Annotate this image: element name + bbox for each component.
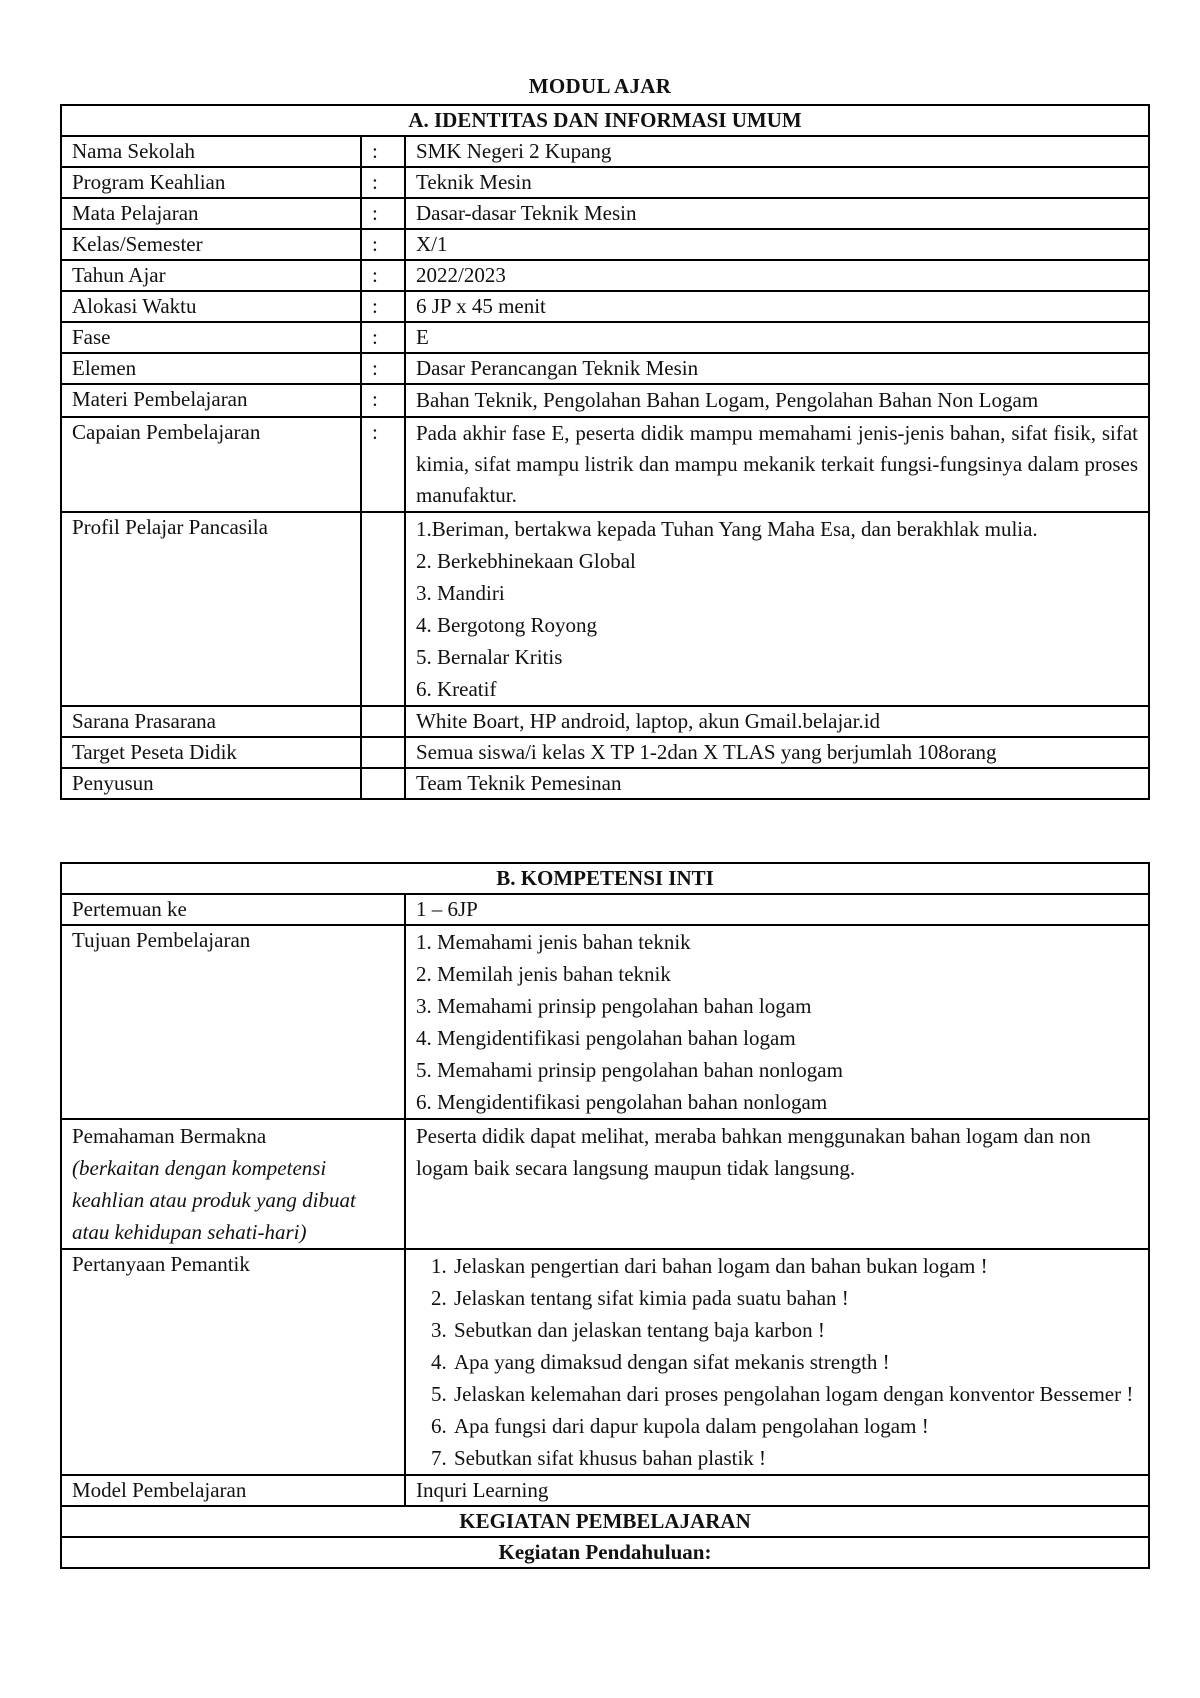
document-title: MODUL AJAR [528,74,672,98]
row-value: Team Teknik Pemesinan [405,768,1149,799]
row-colon: : [361,291,405,322]
row-value: Bahan Teknik, Pengolahan Bahan Logam, Pengolahan Bahan Non Logam [405,384,1149,417]
table-row [61,706,1149,737]
row-colon: : [361,198,405,229]
row-colon: : [361,417,405,512]
table-row [61,417,1149,512]
table-row [61,384,1149,417]
row-value: Peserta didik dapat melihat, meraba bahkan menggunakan bahan logam dan non logam baik secara langsung maupun tidak langsung. [405,1119,1149,1249]
row-label: Tahun Ajar [61,260,361,291]
row-value: SMK Negeri 2 Kupang [405,136,1149,167]
row-value: Inquri Learning [405,1475,1149,1506]
row-value: Dasar Perancangan Teknik Mesin [405,353,1149,384]
table-row [61,1249,1149,1475]
row-value: Semua siswa/i kelas X TP 1-2dan X TLAS yang berjumlah 108orang [405,737,1149,768]
list-item: 3. Sebutkan dan jelaskan tentang baja karbon ! [452,1314,1138,1346]
list-item: 1.Beriman, bertakwa kepada Tuhan Yang Maha Esa, dan berakhlak mulia. [416,517,1038,541]
row-label: Tujuan Pembelajaran [61,925,405,1119]
row-label: Penyusun [61,768,361,799]
row-label: Target Peseta Didik [61,737,361,768]
row-label: Elemen [61,353,361,384]
list-item: 5. Memahami prinsip pengolahan bahan nonlogam [416,1058,843,1082]
row-colon: : [361,384,405,417]
list-item: 7. Sebutkan sifat khusus bahan plastik ! [452,1442,1138,1474]
list-item: 2. Berkebhinekaan Global [416,549,636,573]
row-label: Pertemuan ke [61,894,405,925]
table-row [61,1475,1149,1506]
pemahaman-note: (berkaitan dengan kompetensi keahlian atau produk yang dibuat atau kehidupan sehati-hari) [72,1156,356,1244]
list-item: 1. Memahami jenis bahan teknik [416,930,691,954]
row-colon: : [361,322,405,353]
table-row [61,136,1149,167]
list-item: 6. Mengidentifikasi pengolahan bahan nonlogam [416,1090,828,1114]
list-item: 4. Mengidentifikasi pengolahan bahan logam [416,1026,796,1050]
row-value: White Boart, HP android, laptop, akun Gmail.belajar.id [405,706,1149,737]
list-item: 4. Bergotong Royong [416,613,598,637]
table-row [61,894,1149,925]
row-value: Dasar-dasar Teknik Mesin [405,198,1149,229]
table-row [61,768,1149,799]
table-row [61,353,1149,384]
list-item: 5. Bernalar Kritis [416,645,563,669]
list-item: 2. Jelaskan tentang sifat kimia pada suatu bahan ! [452,1282,1138,1314]
section-b-heading: B. KOMPETENSI INTI [61,863,1149,894]
row-label: Nama Sekolah [61,136,361,167]
row-label: Capaian Pembelajaran [61,417,361,512]
row-value: 6 JP x 45 menit [405,291,1149,322]
row-label: Fase [61,322,361,353]
table-row [61,737,1149,768]
row-value: E [405,322,1149,353]
row-colon: : [361,136,405,167]
row-label: Model Pembelajaran [61,1475,405,1506]
row-label: Pertanyaan Pemantik [61,1249,405,1475]
profil-label: Profil Pelajar Pancasila [61,512,361,706]
list-item: 3. Mandiri [416,581,505,605]
list-item: 6. Kreatif [416,677,497,701]
row-label: Alokasi Waktu [61,291,361,322]
row-value: 2022/2023 [405,260,1149,291]
kegiatan-subheading: Kegiatan Pendahuluan: [61,1537,1149,1568]
list-item: 1. Jelaskan pengertian dari bahan logam dan bahan bukan logam ! [452,1250,1138,1282]
table-row [61,260,1149,291]
list-item: 5. Jelaskan kelemahan dari proses pengolahan logam dengan konventor Bessemer ! [452,1378,1138,1410]
row-label: Pemahaman Bermakna [72,1124,267,1148]
table-row [61,925,1149,1119]
list-item: 2. Memilah jenis bahan teknik [416,962,671,986]
row-colon: : [361,353,405,384]
row-label: Sarana Prasarana [61,706,361,737]
section-a-heading: A. IDENTITAS DAN INFORMASI UMUM [61,105,1149,136]
list-item: 6. Apa fungsi dari dapur kupola dalam pengolahan logam ! [452,1410,1138,1442]
pertanyaan-list [405,1249,1149,1475]
table-row [61,167,1149,198]
row-label: Materi Pembelajaran [61,384,361,417]
pemahaman-label-cell [61,1119,405,1249]
list-item: 4. Apa yang dimaksud dengan sifat mekanis strength ! [452,1346,1138,1378]
table-row [61,229,1149,260]
row-label: Mata Pelajaran [61,198,361,229]
tujuan-list [405,925,1149,1119]
table-row [61,322,1149,353]
row-value: X/1 [405,229,1149,260]
row-colon: : [361,260,405,291]
row-label: Program Keahlian [61,167,361,198]
kegiatan-heading: KEGIATAN PEMBELAJARAN [61,1506,1149,1537]
table-row [61,291,1149,322]
table-row [61,1119,1149,1249]
identitas-table [60,104,1150,800]
row-colon: : [361,229,405,260]
list-item: 3. Memahami prinsip pengolahan bahan logam [416,994,812,1018]
row-colon: : [361,167,405,198]
profil-list [405,512,1149,706]
row-label: Kelas/Semester [61,229,361,260]
kompetensi-table [60,862,1150,1569]
row-value: Pada akhir fase E, peserta didik mampu memahami jenis-jenis bahan, sifat fisik, sifat kimia, sifat mampu listrik dan mampu mekanik terkait fungsi-fungsinya dalam proses manufaktur. [405,417,1149,512]
table-row [61,512,1149,706]
row-value: 1 – 6JP [405,894,1149,925]
row-value: Teknik Mesin [405,167,1149,198]
table-row [61,198,1149,229]
